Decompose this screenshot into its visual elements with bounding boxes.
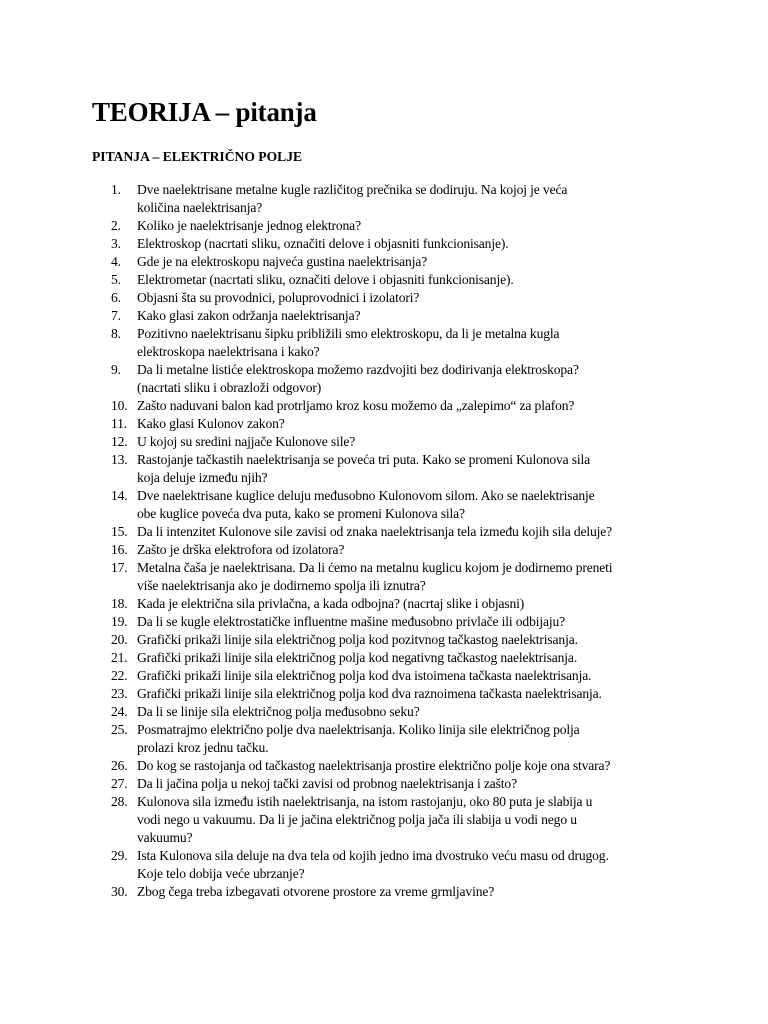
question-number: 2. bbox=[111, 218, 121, 233]
question-text-line: Do kog se rastojanja od tačkastog naelektrisanja prostire električno polje koje ona stvara? bbox=[137, 758, 611, 773]
question-item bbox=[0, 667, 768, 685]
question-item bbox=[0, 307, 768, 325]
question-text-line: Rastojanje tačkastih naelektrisanja se poveća tri puta. Kako se promeni Kulonova sila bbox=[137, 452, 591, 467]
question-number: 29. bbox=[111, 848, 128, 863]
question-number: 6. bbox=[111, 290, 121, 305]
question-text-line: Da li jačina polja u nekoj tački zavisi od probnog naelektrisanja i zašto? bbox=[137, 776, 517, 791]
question-item bbox=[0, 523, 768, 541]
question-text-line: Ista Kulonova sila deluje na dva tela od kojih jedno ima dvostruko veću masu od drugog. bbox=[137, 848, 609, 863]
question-number: 20. bbox=[111, 632, 128, 647]
question-item bbox=[0, 451, 768, 487]
question-number: 28. bbox=[111, 794, 128, 809]
question-text-line: Dve naelektrisane metalne kugle različitog prečnika se dodiruju. Na kojoj je veća bbox=[137, 182, 568, 197]
question-number: 25. bbox=[111, 722, 128, 737]
question-text-line: Da li se kugle elektrostatičke influentne mašine međusobno privlače ili odbijaju? bbox=[137, 614, 566, 629]
question-text-line: Kako glasi zakon održanja naelektrisanja? bbox=[137, 308, 361, 323]
question-item bbox=[0, 397, 768, 415]
question-item bbox=[0, 325, 768, 361]
question-text-line: koja deluje između njih? bbox=[137, 470, 268, 485]
question-number: 24. bbox=[111, 704, 128, 719]
question-text-line: Zašto je drška elektrofora od izolatora? bbox=[137, 542, 345, 557]
question-number: 26. bbox=[111, 758, 128, 773]
question-item bbox=[0, 631, 768, 649]
question-text-line: U kojoj su sredini najjače Kulonove sile? bbox=[137, 434, 356, 449]
question-text-line: Elektroskop (nacrtati sliku, označiti delove i objasniti funkcionisanje). bbox=[137, 236, 509, 251]
question-list bbox=[0, 181, 768, 901]
question-item bbox=[0, 595, 768, 613]
question-number: 22. bbox=[111, 668, 128, 683]
question-text-line: Da li metalne listiće elektroskopa možemo razdvojiti bez dodirivanja elektroskopa? bbox=[137, 362, 579, 377]
question-text-line: prolazi kroz jednu tačku. bbox=[137, 740, 269, 755]
question-item bbox=[0, 883, 768, 901]
question-text-line: Metalna čaša je naelektrisana. Da li ćemo na metalnu kuglicu kojom je dodirnemo preneti bbox=[137, 560, 613, 575]
question-text-line: Pozitivno naelektrisanu šipku približili smo elektroskopu, da li je metalna kugla bbox=[137, 326, 560, 341]
question-text-line: Grafički prikaži linije sila električnog polja kod pozitvnog tačkastog naelektrisanja. bbox=[137, 632, 578, 647]
question-item bbox=[0, 649, 768, 667]
question-text-line: više naelektrisanja ako je dodirnemo spolja ili iznutra? bbox=[137, 578, 426, 593]
question-item bbox=[0, 559, 768, 595]
question-text-line: elektroskopa naelektrisana i kako? bbox=[137, 344, 320, 359]
question-text-line: Grafički prikaži linije sila električnog polja kod negativng tačkastog naelektrisanja. bbox=[137, 650, 578, 665]
question-item bbox=[0, 217, 768, 235]
question-number: 30. bbox=[111, 884, 128, 899]
question-text-line: Dve naelektrisane kuglice deluju međusobno Kulonovom silom. Ako se naelektrisanje bbox=[137, 488, 595, 503]
question-text-line: Kada je električna sila privlačna, a kada odbojna? (nacrtaj slike i objasni) bbox=[137, 596, 525, 611]
question-text-line: Elektrometar (nacrtati sliku, označiti delove i objasniti funkcionisanje). bbox=[137, 272, 514, 287]
question-number: 9. bbox=[111, 362, 121, 377]
question-text-line: Posmatrajmo električno polje dva naelektrisanja. Koliko linija sile električnog polja bbox=[137, 722, 580, 737]
question-number: 11. bbox=[111, 416, 128, 431]
question-number: 13. bbox=[111, 452, 128, 467]
question-item bbox=[0, 235, 768, 253]
question-number: 21. bbox=[111, 650, 128, 665]
question-number: 27. bbox=[111, 776, 128, 791]
question-number: 4. bbox=[111, 254, 121, 269]
question-text-line: obe kuglice poveća dva puta, kako se promeni Kulonova sila? bbox=[137, 506, 465, 521]
question-number: 12. bbox=[111, 434, 128, 449]
question-number: 3. bbox=[111, 236, 121, 251]
question-number: 15. bbox=[111, 524, 128, 539]
question-item bbox=[0, 775, 768, 793]
question-item bbox=[0, 541, 768, 559]
question-text-line: Koliko je naelektrisanje jednog elektrona? bbox=[137, 218, 361, 233]
question-item bbox=[0, 433, 768, 451]
question-item bbox=[0, 613, 768, 631]
question-text-line: Grafički prikaži linije sila električnog polja kod dva raznoimena tačkasta naelektrisanja. bbox=[137, 686, 602, 701]
question-text-line: Zbog čega treba izbegavati otvorene prostore za vreme grmljavine? bbox=[137, 884, 495, 899]
question-item bbox=[0, 253, 768, 271]
question-text-line: Objasni šta su provodnici, poluprovodnici i izolatori? bbox=[137, 290, 420, 305]
question-number: 17. bbox=[111, 560, 128, 575]
question-text-line: količina naelektrisanja? bbox=[137, 200, 263, 215]
question-number: 18. bbox=[111, 596, 128, 611]
question-text-line: Kulonova sila između istih naelektrisanja, na istom rastojanju, oko 80 puta je slabija u bbox=[137, 794, 593, 809]
question-item bbox=[0, 487, 768, 523]
question-text-line: Kako glasi Kulonov zakon? bbox=[137, 416, 285, 431]
question-item bbox=[0, 289, 768, 307]
question-number: 16. bbox=[111, 542, 128, 557]
question-text-line: (nacrtati sliku i obrazloži odgovor) bbox=[137, 380, 322, 395]
question-number: 14. bbox=[111, 488, 128, 503]
question-item bbox=[0, 271, 768, 289]
question-item bbox=[0, 703, 768, 721]
question-number: 19. bbox=[111, 614, 128, 629]
section-heading: PITANJA – ELEKTRIČNO POLJE bbox=[92, 149, 303, 164]
question-item bbox=[0, 847, 768, 883]
question-item bbox=[0, 793, 768, 847]
question-item bbox=[0, 361, 768, 397]
question-item bbox=[0, 181, 768, 217]
question-text-line: Zašto naduvani balon kad protrljamo kroz kosu možemo da „zalepimo“ za plafon? bbox=[137, 398, 575, 413]
question-number: 5. bbox=[111, 272, 121, 287]
question-text-line: Gde je na elektroskopu najveća gustina naelektrisanja? bbox=[137, 254, 428, 269]
question-number: 23. bbox=[111, 686, 128, 701]
question-number: 7. bbox=[111, 308, 121, 323]
question-item bbox=[0, 757, 768, 775]
question-text-line: Koje telo dobija veće ubrzanje? bbox=[137, 866, 305, 881]
question-text-line: Da li se linije sila električnog polja međusobno seku? bbox=[137, 704, 420, 719]
question-item bbox=[0, 721, 768, 757]
question-item bbox=[0, 685, 768, 703]
page-title: TEORIJA – pitanja bbox=[92, 97, 317, 127]
question-number: 10. bbox=[111, 398, 128, 413]
question-text-line: vodi nego u vakuumu. Da li je jačina električnog polja jača ili slabija u vodi nego u bbox=[137, 812, 577, 827]
question-text-line: Da li intenzitet Kulonove sile zavisi od znaka naelektrisanja tela između kojih sila deluje? bbox=[137, 524, 613, 539]
question-text-line: vakuumu? bbox=[137, 830, 193, 845]
question-number: 8. bbox=[111, 326, 121, 341]
question-number: 1. bbox=[111, 182, 121, 197]
question-item bbox=[0, 415, 768, 433]
question-text-line: Grafički prikaži linije sila električnog polja kod dva istoimena tačkasta naelektrisanja. bbox=[137, 668, 592, 683]
